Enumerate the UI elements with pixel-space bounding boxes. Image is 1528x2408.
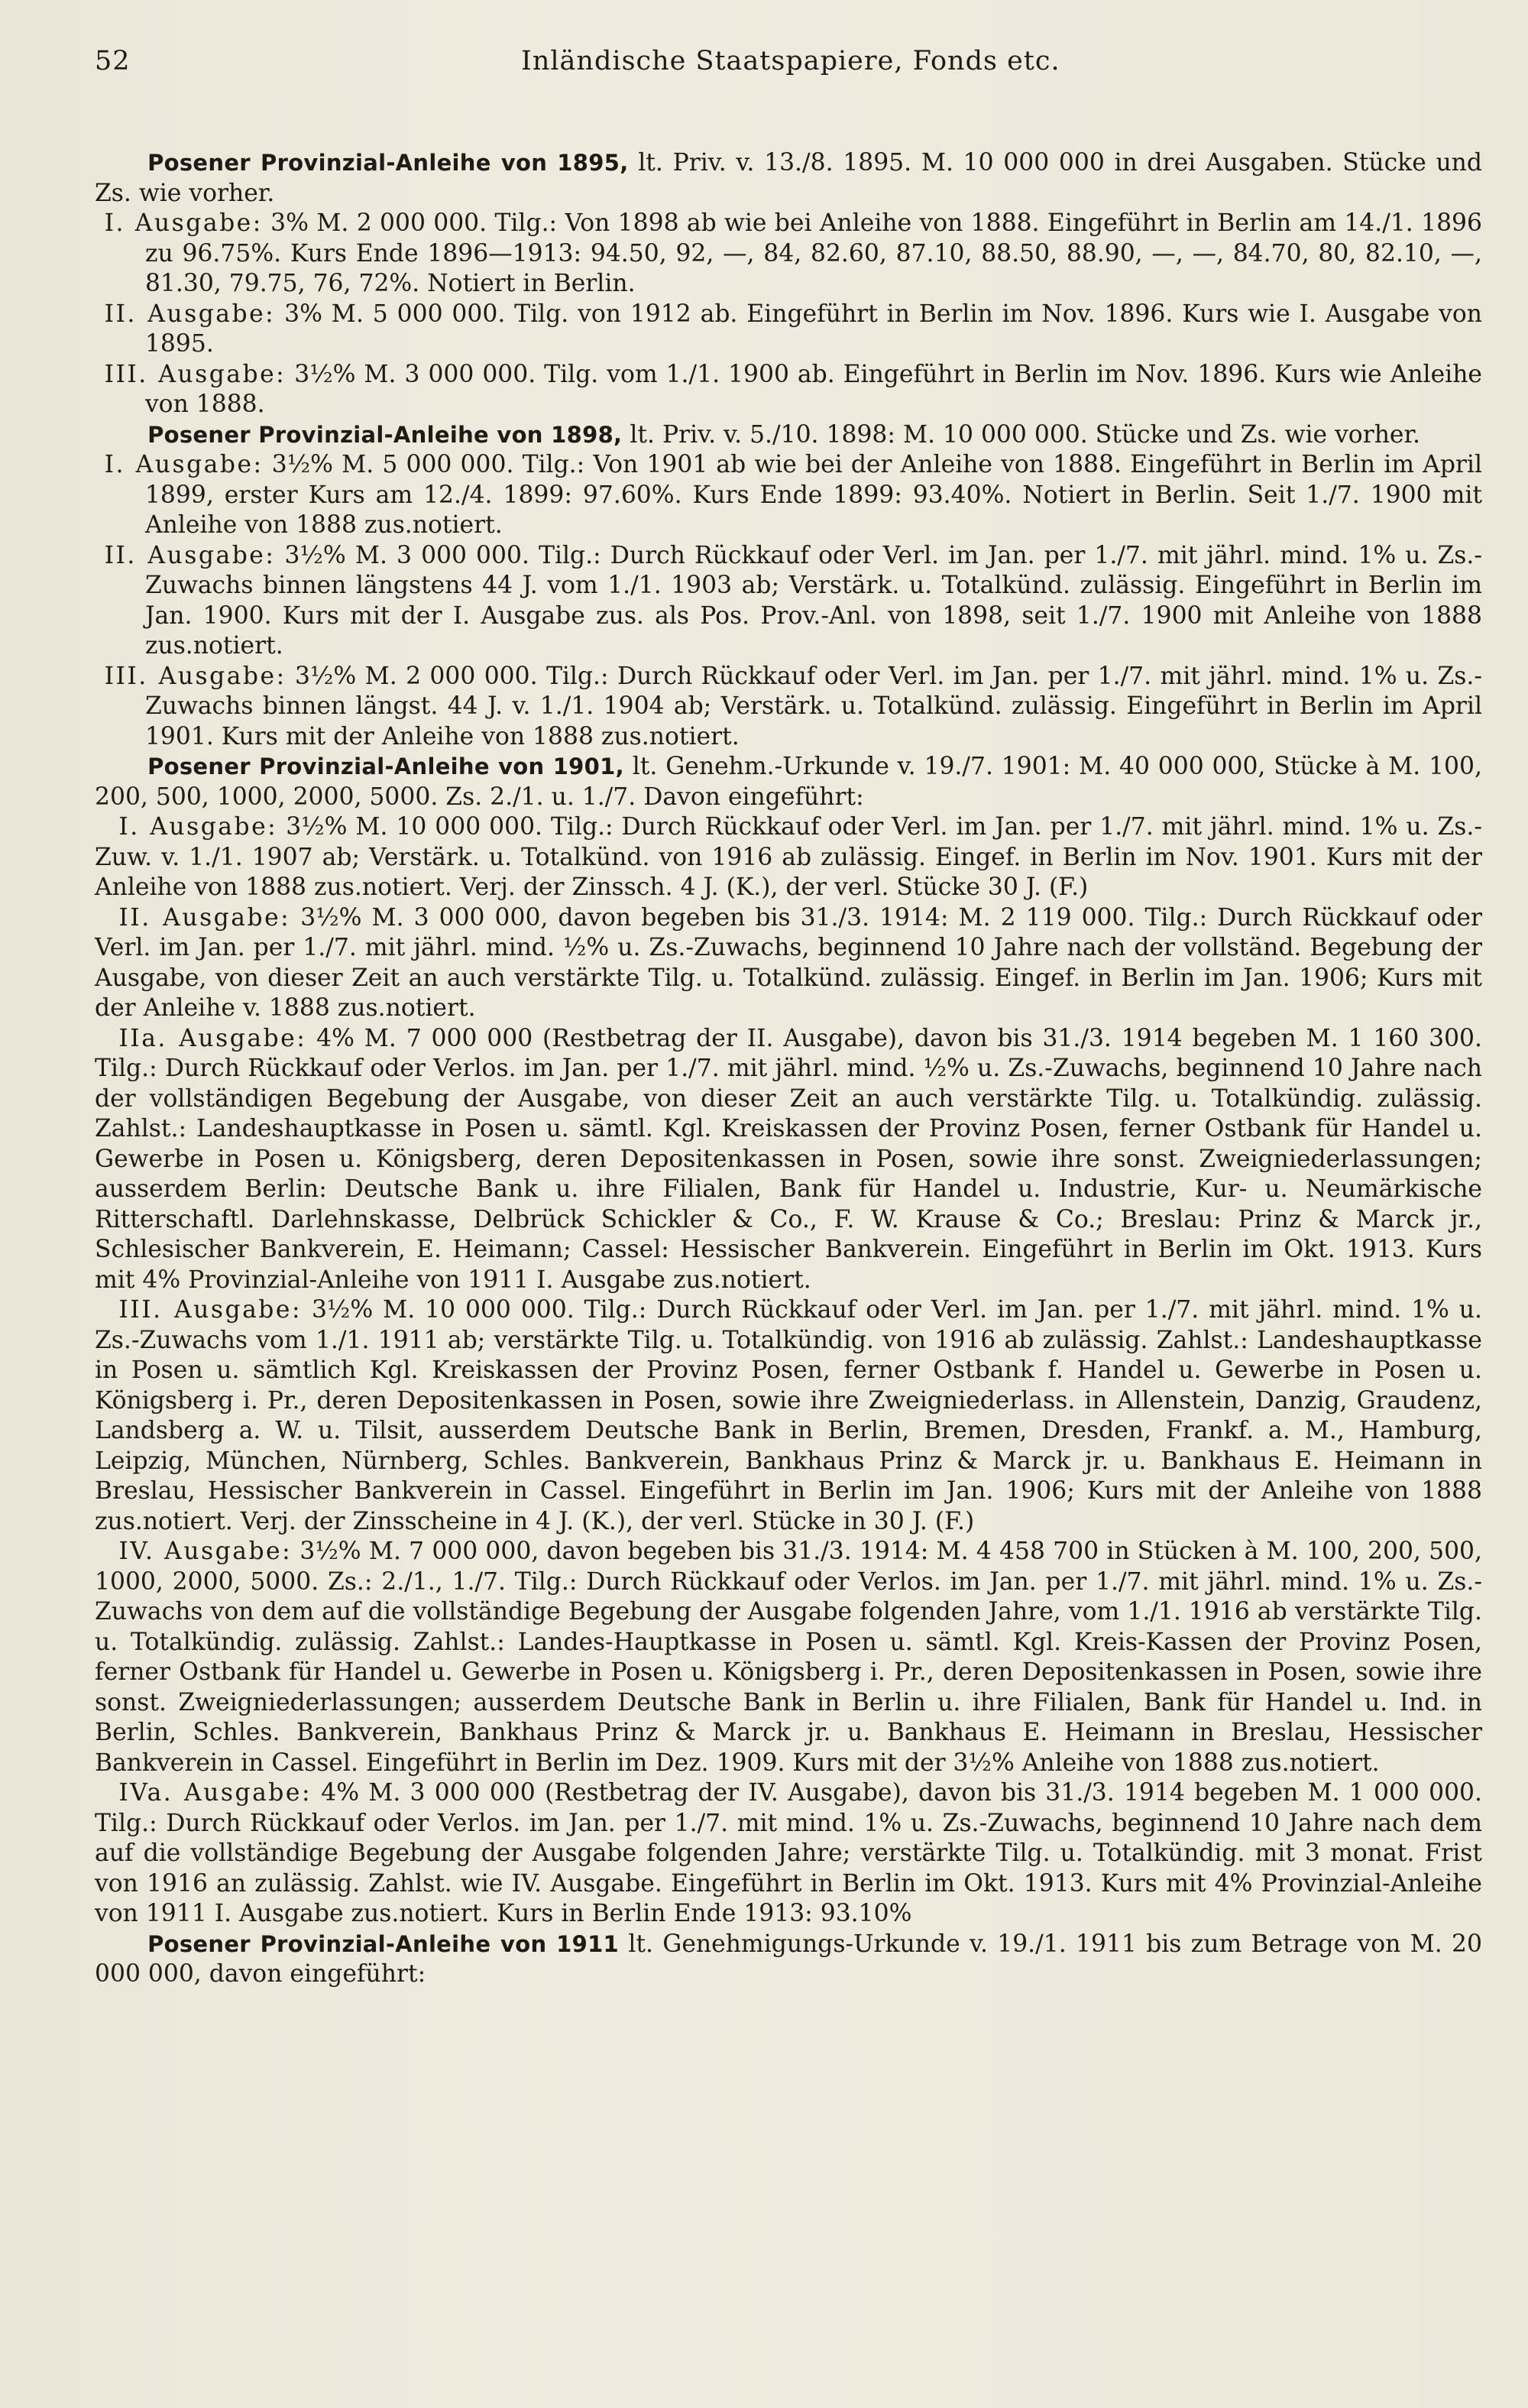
- paragraph-text: 3½% M. 10 000 000. Tilg.: Durch Rückkauf oder Verl. im Jan. per 1./7. mit jährl. mind. 1% u. Zs.-Zuw. v. 1./1. 1907 ab; Verstärk. u. Totalkünd. von 1916 ab zulässig. Eingef. in Berlin im Nov. 1901. Kurs mit der Anleihe von 1888 zus.notiert. Verj. der Zinssch. 4 J. (K.), der verl. Stücke 30 J. (F.): [95, 813, 1482, 901]
- paragraph-text: 3½% M. 5 000 000. Tilg.: Von 1901 ab wie bei der Anleihe von 1888. Eingeführt in Berlin im April 1899, erster Kurs am 12./4. 1899: 97.60%. Kurs Ende 1899: 93.40%. Notiert in Berlin. Seit 1./7. 1900 mit Anleihe von 1888 zus.notiert.: [144, 451, 1482, 539]
- issue-label: IIa. Ausgabe:: [118, 1024, 307, 1052]
- paragraph-text: 4% M. 3 000 000 (Restbetrag der IV. Ausgabe), davon bis 31./3. 1914 begeben M. 1 000 000. Tilg.: Durch Rückkauf oder Verlos. im Jan. per 1./7. mit mind. 1% u. Zs.-Zuwachs, beginnend 10 Jahre nach dem auf die vollständige Begebung der Ausgabe folgenden Jahre; verstärkte Tilg. u. Totalkündig. mit 3 monat. Frist von 1916 an zulässig. Zahlst. wie IV. Ausgabe. Eingeführt in Berlin im Okt. 1913. Kurs mit 4% Provinzial-Anleihe von 1911 I. Ausgabe zus.notiert. Kurs in Berlin Ende 1913: 93.10%: [95, 1779, 1482, 1927]
- paragraph: [95, 209, 1482, 300]
- issue-label: II. Ausgabe:: [104, 300, 276, 328]
- loan-heading: Posener Provinzial-Anleihe von 1898,: [147, 421, 623, 448]
- paragraph: [95, 1024, 1482, 1296]
- paragraph: [95, 300, 1482, 360]
- paragraph-text: 3% M. 5 000 000. Tilg. von 1912 ab. Eingeführt in Berlin im Nov. 1896. Kurs wie I. Ausgabe von 1895.: [144, 300, 1482, 358]
- paragraph: [95, 541, 1482, 662]
- paragraph: [95, 450, 1482, 541]
- paragraph: [95, 1295, 1482, 1537]
- paragraph-text: 3½% M. 7 000 000, davon begeben bis 31./3. 1914: M. 4 458 700 in Stücken à M. 100, 200, 500, 1000, 2000, 5000. Zs.: 2./1., 1./7. Tilg.: Durch Rückkauf oder Verlos. im Jan. per 1./7. mit jährl. mind. 1% u. Zs.-Zuwachs von dem auf die vollständige Begebung der Ausgabe folgenden Jahre, vom 1./1. 1916 ab verstärkte Tilg. u. Totalkündig. zulässig. Zahlst.: Landes-Hauptkasse in Posen u. sämtl. Kgl. Kreis-Kassen der Provinz Posen, ferner Ostbank für Handel u. Gewerbe in Posen u. Königsberg i. Pr., deren Depositenkassen in Posen, sowie ihre sonst. Zweigniederlassungen; ausserdem Deutsche Bank in Berlin u. ihre Filialen, Bank für Handel u. Ind. in Berlin, Schles. Bankverein, Bankhaus Prinz & Marck jr. u. Bankhaus E. Heimann in Breslau, Hessischer Bankverein in Cassel. Eingeführt in Berlin im Dez. 1909. Kurs mit der 3½% Anleihe von 1888 zus.notiert.: [95, 1538, 1482, 1777]
- issue-label: I. Ausgabe:: [118, 813, 278, 841]
- issue-label: II. Ausgabe:: [118, 903, 291, 932]
- paragraph: [95, 1537, 1482, 1778]
- paragraph: [95, 662, 1482, 753]
- paragraph-text: 3½% M. 10 000 000. Tilg.: Durch Rückkauf oder Verl. im Jan. per 1./7. mit jährl. mind. 1% u. Zs.-Zuwachs vom 1./1. 1911 ab; verstärkte Tilg. u. Totalkündig. von 1916 ab zulässig. Zahlst.: Landeshauptkasse in Posen u. sämtlich Kgl. Kreiskassen der Provinz Posen, ferner Ostbank f. Handel u. Gewerbe in Posen u. Königsberg i. Pr., deren Depositenkassen in Posen, sowie ihre Zweigniederlass. in Allenstein, Danzig, Graudenz, Landsberg a. W. u. Tilsit, ausserdem Deutsche Bank in Berlin, Bremen, Dresden, Frankf. a. M., Hamburg, Leipzig, München, Nürnberg, Schles. Bankverein, Bankhaus Prinz & Marck jr. u. Bankhaus E. Heimann in Breslau, Hessischer Bankverein in Cassel. Eingeführt in Berlin im Jan. 1906; Kurs mit der Anleihe von 1888 zus.notiert. Verj. der Zinsscheine in 4 J. (K.), der verl. Stücke in 30 J. (F.): [95, 1296, 1482, 1535]
- issue-label: III. Ausgabe:: [118, 1296, 303, 1324]
- paragraph-text: 3½% M. 2 000 000. Tilg.: Durch Rückkauf oder Verl. im Jan. per 1./7. mit jährl. mind. 1% u. Zs.-Zuwachs binnen längst. 44 J. v. 1./1. 1904 ab; Verstärk. u. Totalkünd. zulässig. Eingeführt in Berlin im April 1901. Kurs mit der Anleihe von 1888 zus.notiert.: [144, 662, 1482, 750]
- paragraph-text: 3½% M. 3 000 000, davon begeben bis 31./3. 1914: M. 2 119 000. Tilg.: Durch Rückkauf oder Verl. im Jan. per 1./7. mit jährl. mind. ½% u. Zs.-Zuwachs, beginnend 10 Jahre nach der vollständ. Begebung der Ausgabe, von dieser Zeit an auch verstärkte Tilg. u. Totalkünd. zulässig. Eingef. in Berlin im Jan. 1906; Kurs mit der Anleihe v. 1888 zus.notiert.: [95, 903, 1482, 1022]
- paragraph: [95, 420, 1482, 451]
- paragraph-text: lt. Genehmigungs-Urkunde v. 19./1. 1911 bis zum Betrage von M. 20 000 000, davon eingeführt:: [95, 1930, 1483, 1988]
- paragraph: [95, 1930, 1482, 1990]
- loan-heading: Posener Provinzial-Anleihe von 1911: [147, 1930, 620, 1957]
- loan-heading: Posener Provinzial-Anleihe von 1895,: [147, 150, 629, 176]
- running-title: Inländische Staatspapiere, Fonds etc.: [521, 46, 1060, 76]
- issue-label: I. Ausgabe:: [104, 451, 264, 478]
- paragraph: [95, 1778, 1482, 1930]
- issue-label: III. Ausgabe:: [104, 662, 286, 690]
- paragraph: [95, 360, 1482, 420]
- paragraph: [95, 903, 1482, 1024]
- paragraph: [95, 752, 1482, 812]
- page-number: 52: [95, 46, 131, 76]
- paragraph-text: 3% M. 2 000 000. Tilg.: Von 1898 ab wie bei Anleihe von 1888. Eingeführt in Berlin am 14./1. 1896 zu 96.75%. Kurs Ende 1896—1913: 94.50, 92, —, 84, 82.60, 87.10, 88.50, 88.90, —, —, 84.70, 80, 82.10, —, 81.30, 79.75, 76, 72%. Notiert in Berlin.: [144, 209, 1482, 297]
- issue-label: II. Ausgabe:: [104, 541, 276, 569]
- issue-label: III. Ausgabe:: [104, 360, 286, 388]
- body-text: [95, 148, 1482, 1990]
- loan-heading: Posener Provinzial-Anleihe von 1901,: [147, 754, 624, 779]
- paragraph-text: 3½% M. 3 000 000. Tilg.: Durch Rückkauf oder Verl. im Jan. per 1./7. mit jährl. mind. 1% u. Zs.-Zuwachs binnen längstens 44 J. vom 1./1. 1903 ab; Verstärk. u. Totalkünd. zulässig. Eingeführt in Berlin im Jan. 1900. Kurs mit der I. Ausgabe zus. als Pos. Prov.-Anl. von 1898, seit 1./7. 1900 mit Anleihe von 1888 zus.notiert.: [144, 541, 1482, 660]
- issue-label: IV. Ausgabe:: [118, 1538, 293, 1565]
- paragraph-text: lt. Genehm.-Urkunde v. 19./7. 1901: M. 40 000 000, Stücke à M. 100, 200, 500, 1000, 2000, 5000. Zs. 2./1. u. 1./7. Davon eingeführt:: [95, 753, 1482, 811]
- paragraph-text: lt. Priv. v. 5./10. 1898: M. 10 000 000. Stücke und Zs. wie vorher.: [622, 420, 1421, 449]
- paragraph-text: 4% M. 7 000 000 (Restbetrag der II. Ausgabe), davon bis 31./3. 1914 begeben M. 1 160 300. Tilg.: Durch Rückkauf oder Verlos. im Jan. per 1./7. mit jährl. mind. ½% u. Zs.-Zuwachs, beginnend 10 Jahre nach der vollständigen Begebung der Ausgabe, von dieser Zeit an auch verstärkte Tilg. u. Totalkündig. zulässig. Zahlst.: Landeshauptkasse in Posen u. sämtl. Kgl. Kreiskassen der Provinz Posen, ferner Ostbank für Handel u. Gewerbe in Posen u. Königsberg, deren Depositenkassen in Posen, sowie ihre sonst. Zweigniederlassungen; ausserdem Berlin: Deutsche Bank u. ihre Filialen, Bank für Handel u. Industrie, Kur- u. Neumärkische Ritterschaftl. Darlehnskasse, Delbrück Schickler & Co., F. W. Krause & Co.; Breslau: Prinz & Marck jr., Schlesischer Bankverein, E. Heimann; Cassel: Hessischer Bankverein. Eingeführt in Berlin im Okt. 1913. Kurs mit 4% Provinzial-Anleihe von 1911 I. Ausgabe zus.notiert.: [95, 1024, 1482, 1294]
- paragraph: [95, 148, 1482, 209]
- issue-label: I. Ausgabe:: [104, 209, 263, 237]
- paragraph: [95, 812, 1482, 903]
- paragraph-text: 3½% M. 3 000 000. Tilg. vom 1./1. 1900 ab. Eingeführt in Berlin im Nov. 1896. Kurs wie Anleihe von 1888.: [144, 360, 1482, 418]
- paragraph-text: lt. Priv. v. 13./8. 1895. M. 10 000 000 in drei Ausgaben. Stücke und Zs. wie vorher.: [95, 149, 1482, 207]
- issue-label: IVa. Ausgabe:: [118, 1779, 312, 1807]
- page-header: [95, 46, 1482, 99]
